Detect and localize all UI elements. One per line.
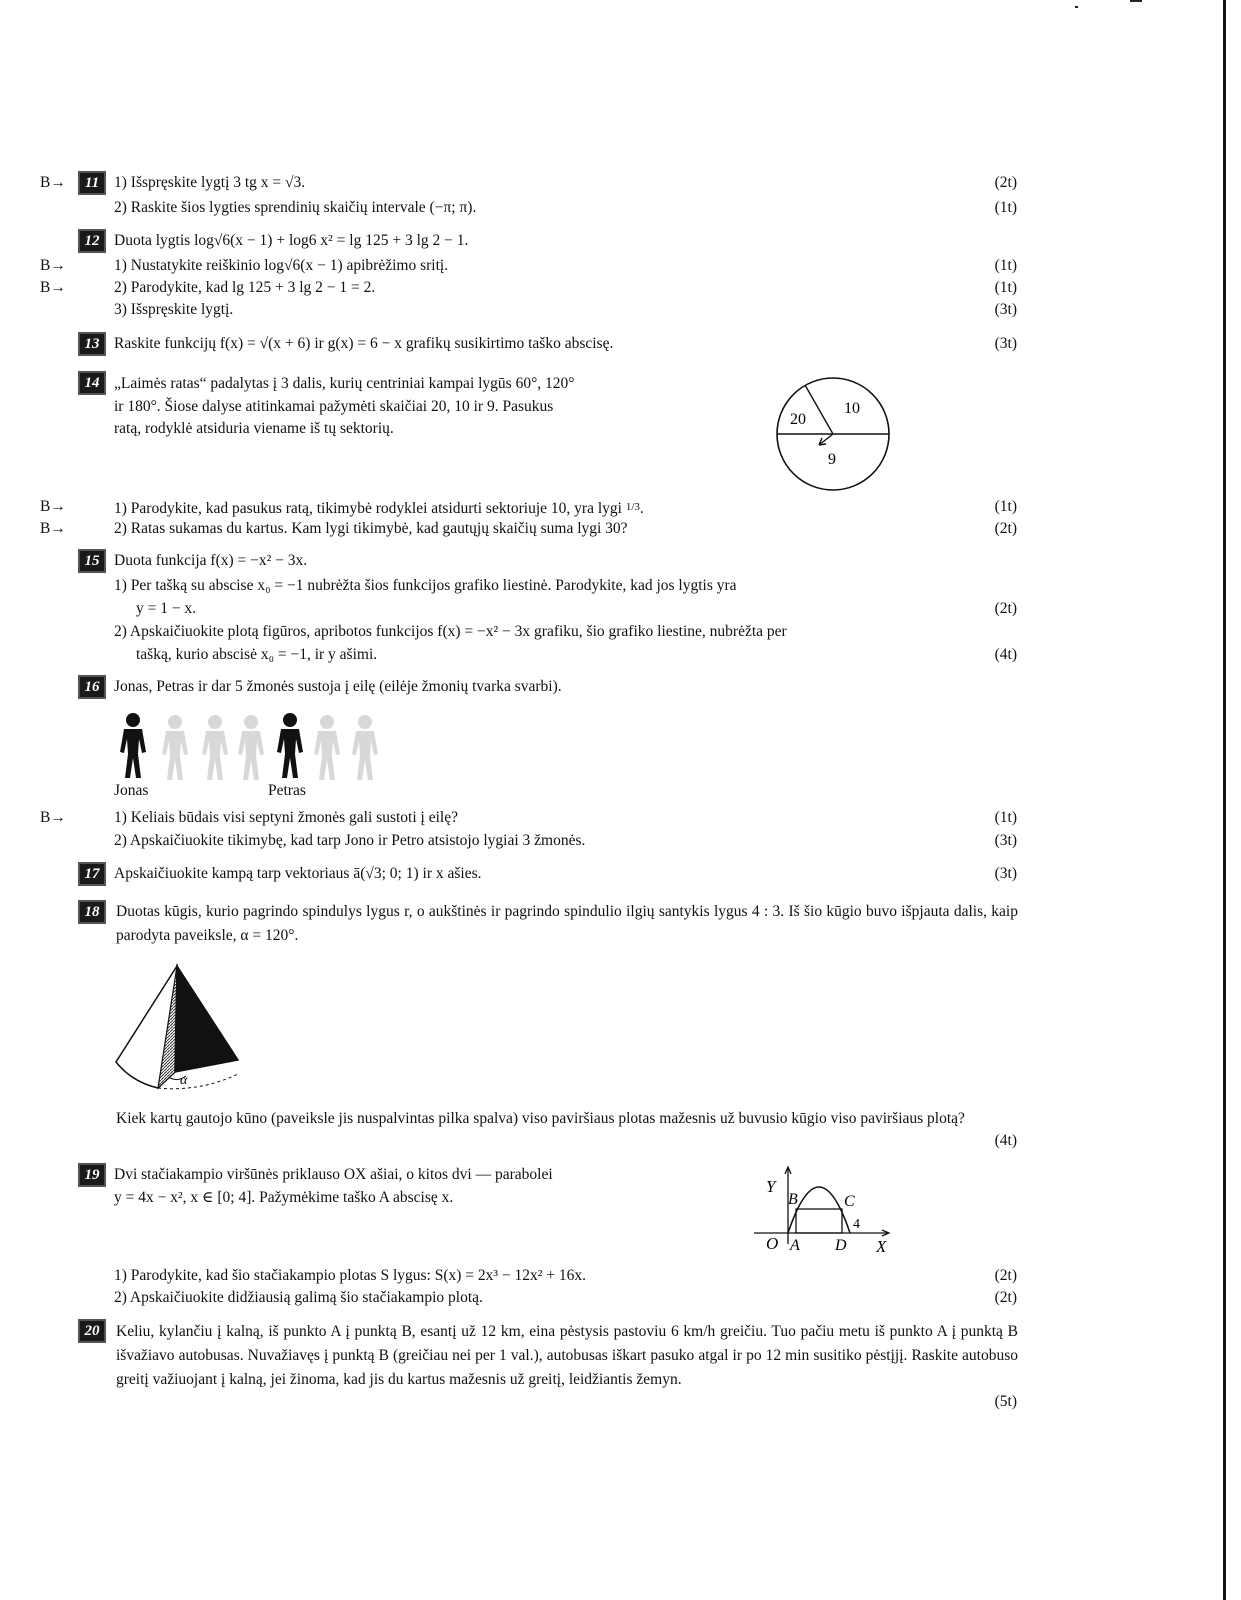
points: (2t) bbox=[994, 1289, 1017, 1306]
person-icon-petras bbox=[277, 713, 303, 778]
origin-label: O bbox=[766, 1234, 779, 1253]
problem-13-text: Raskite funkcijų f(x) = √(x + 6) ir g(x) = 6 − x grafikų susikirtimo taško abscisę. bbox=[114, 335, 614, 352]
person-icon-jonas bbox=[120, 713, 146, 778]
points: (2t) bbox=[994, 520, 1017, 537]
points: (1t) bbox=[994, 279, 1017, 296]
problem-14-item-1-text: 1) Parodykite, kad pasukus ratą, tikimybė rodyklei atsidurti sektoriuje 10, yra lygi bbox=[114, 500, 622, 517]
wheel-of-fortune-diagram bbox=[770, 372, 900, 500]
points: (1t) bbox=[994, 257, 1017, 274]
angle-alpha-label: α bbox=[180, 1073, 188, 1088]
b-arrow: B→ bbox=[40, 809, 66, 826]
wheel-divider bbox=[805, 385, 833, 434]
problem-number-12: 12 bbox=[78, 229, 106, 253]
page-border-line bbox=[1223, 0, 1226, 1600]
points: (3t) bbox=[994, 301, 1017, 318]
inscribed-rectangle bbox=[796, 1209, 842, 1233]
person-icon-faded bbox=[314, 715, 340, 780]
points: (4t) bbox=[994, 646, 1017, 663]
problem-19-item-2: 2) Apskaičiuokite didžiausią galimą šio stačiakampio plotą. bbox=[114, 1289, 483, 1306]
axis-label-y: Y bbox=[766, 1177, 776, 1196]
problem-16-item-1: 1) Keliais būdais visi septyni žmonės gali sustoti į eilę? bbox=[114, 809, 458, 826]
sector-9-label: 9 bbox=[828, 451, 836, 468]
person-icon-faded bbox=[238, 715, 264, 780]
scan-mark bbox=[1075, 6, 1078, 8]
cone-illustration bbox=[110, 960, 250, 1095]
problem-number-11: 11 bbox=[78, 171, 106, 195]
problem-12-item-3: 3) Išspręskite lygtį. bbox=[114, 301, 234, 318]
points: (1t) bbox=[994, 498, 1017, 515]
problem-12-intro: Duota lygtis log√6(x − 1) + log6 x² = lg 125 + 3 lg 2 − 1. bbox=[114, 232, 469, 249]
b-arrow: B→ bbox=[40, 498, 66, 515]
scan-mark bbox=[1130, 0, 1142, 2]
name-jonas: Jonas bbox=[114, 782, 149, 799]
problem-number-13: 13 bbox=[78, 332, 106, 356]
points: (3t) bbox=[994, 832, 1017, 849]
point-a-label: A bbox=[790, 1237, 800, 1254]
points: (1t) bbox=[994, 809, 1017, 826]
problem-14-item-2: 2) Ratas sukamas du kartus. Kam lygi tikimybė, kad gautųjų skaičių suma lygi 30? bbox=[114, 520, 628, 537]
points: (2t) bbox=[994, 174, 1017, 191]
points: (4t) bbox=[994, 1132, 1017, 1149]
problem-16-intro: Jonas, Petras ir dar 5 žmonės sustoja į eilę (eilėje žmonių tvarka svarbi). bbox=[114, 678, 562, 695]
problem-15-item-1: 1) Per tašką su abscise x₀ = −1 nubrėžta šios funkcijos grafiko liestinė. Parodykite, kad jos lygtis yra bbox=[114, 577, 737, 594]
fraction-one-third: 1/3 bbox=[625, 501, 640, 513]
point-d-label: D bbox=[835, 1237, 847, 1254]
points: (3t) bbox=[994, 865, 1017, 882]
problem-15-item-1-line-2: y = 1 − x. bbox=[136, 600, 197, 617]
points: (3t) bbox=[994, 335, 1017, 352]
problem-16-item-2: 2) Apskaičiuokite tikimybę, kad tarp Jono ir Petro atsistojo lygiai 3 žmonės. bbox=[114, 832, 586, 849]
problem-14-intro-line-2: ir 180°. Šiose dalyse atitinkamai pažymėti skaičiai 20, 10 ir 9. Pasukus bbox=[114, 398, 554, 415]
name-petras: Petras bbox=[268, 782, 306, 799]
b-arrow: B→ bbox=[40, 520, 66, 537]
cone-cut-out-part bbox=[175, 966, 238, 1072]
problem-number-19: 19 bbox=[78, 1163, 106, 1187]
problem-15-item-2-line-2: tašką, kurio abscisė x₀ = −1, ir y ašimi. bbox=[136, 646, 378, 663]
problem-17-text: Apskaičiuokite kampą tarp vektoriaus ā(√3; 0; 1) ir x ašies. bbox=[114, 865, 482, 882]
point-c-label: C bbox=[844, 1193, 855, 1210]
problem-number-15: 15 bbox=[78, 549, 106, 573]
b-arrow: B→ bbox=[40, 257, 66, 274]
problem-19-intro-line-2: y = 4x − x², x ∈ [0; 4]. Pažymėkime taško A abscisę x. bbox=[114, 1189, 454, 1206]
people-queue-illustration bbox=[112, 705, 392, 781]
problem-15-item-2: 2) Apskaičiuokite plotą figūros, apribotos funkcijos f(x) = −x² − 3x grafiku, šio grafiko liestine, nubrėžta per bbox=[114, 623, 787, 640]
person-icon-faded bbox=[162, 715, 188, 780]
problem-15-intro: Duota funkcija f(x) = −x² − 3x. bbox=[114, 552, 308, 569]
problem-14-intro-line-1: „Laimės ratas“ padalytas į 3 dalis, kurių centriniai kampai lygūs 60°, 120° bbox=[114, 375, 575, 392]
problem-14-intro-line-3: ratą, rodyklė atsiduria viename iš tų sektorių. bbox=[114, 420, 394, 437]
problem-11-item-2: 2) Raskite šios lygties sprendinių skaičių intervale (−π; π). bbox=[114, 199, 477, 216]
person-icon-faded bbox=[352, 715, 378, 780]
problem-number-17: 17 bbox=[78, 862, 106, 886]
problem-12-item-1: 1) Nustatykite reiškinio log√6(x − 1) apibrėžimo sritį. bbox=[114, 257, 449, 274]
axis-label-x: X bbox=[876, 1237, 887, 1256]
problem-number-14: 14 bbox=[78, 371, 106, 395]
problem-19-intro-line-1: Dvi stačiakampio viršūnės priklauso OX ašiai, o kitos dvi — parabolei bbox=[114, 1166, 553, 1183]
person-icon-faded bbox=[202, 715, 228, 780]
problem-12-item-2: 2) Parodykite, kad lg 125 + 3 lg 2 − 1 = 2. bbox=[114, 279, 376, 296]
b-arrow: B→ bbox=[40, 279, 66, 296]
sector-10-label: 10 bbox=[844, 400, 860, 417]
problem-18-question: Kiek kartų gautojo kūno (paveiksle jis nuspalvintas pilka spalva) viso paviršiaus plotas mažesnis už buvusio kūgio viso paviršiaus plotą? bbox=[116, 1110, 965, 1127]
problem-number-16: 16 bbox=[78, 675, 106, 699]
problem-number-20: 20 bbox=[78, 1319, 106, 1343]
problem-18-intro: Duotas kūgis, kurio pagrindo spindulys lygus r, o aukštinės ir pagrindo spindulio ilgių santykis lygus 4 : 3. Iš šio kūgio buvo išpjauta dalis, kaip parodyta paveiksle, α = 120°. bbox=[116, 903, 1018, 944]
parabola-rectangle-graph bbox=[752, 1164, 902, 1256]
points: (2t) bbox=[994, 1267, 1017, 1284]
points: (2t) bbox=[994, 600, 1017, 617]
problem-number-18: 18 bbox=[78, 900, 106, 924]
value-4-label: 4 bbox=[853, 1217, 860, 1232]
points: (5t) bbox=[994, 1393, 1017, 1410]
points: (1t) bbox=[994, 199, 1017, 216]
sector-20-label: 20 bbox=[790, 411, 806, 428]
point-b-label: B bbox=[788, 1191, 798, 1208]
b-arrow: B→ bbox=[40, 174, 66, 191]
problem-20-text: Keliu, kylančiu į kalną, iš punkto A į punktą B, esantį už 12 km, eina pėstysis pastoviu 6 km/h greičiu. Tuo pačiu metu iš punkto A į punktą B išvažiavo autobusas. Nuvažiavęs į punktą B (greičiau nei per 1 val.), autobusas iškart pasuko atgal ir po 12 min susitiko pėstįjį. Raskite autobuso greitį važiuojant į kalną, jei žinoma, kad jis du kartus mažesnis už greitį, leidžiantis žemyn. bbox=[116, 1323, 1018, 1388]
problem-14-item-1: 1) Parodykite, kad pasukus ratą, tikimybė rodyklei atsidurti sektoriuje 10, yra lygi 1/3. bbox=[114, 500, 644, 517]
problem-19-item-1: 1) Parodykite, kad šio stačiakampio plotas S lygus: S(x) = 2x³ − 12x² + 16x. bbox=[114, 1267, 587, 1284]
problem-11-item-1: 1) Išspręskite lygtį 3 tg x = √3. bbox=[114, 174, 306, 191]
